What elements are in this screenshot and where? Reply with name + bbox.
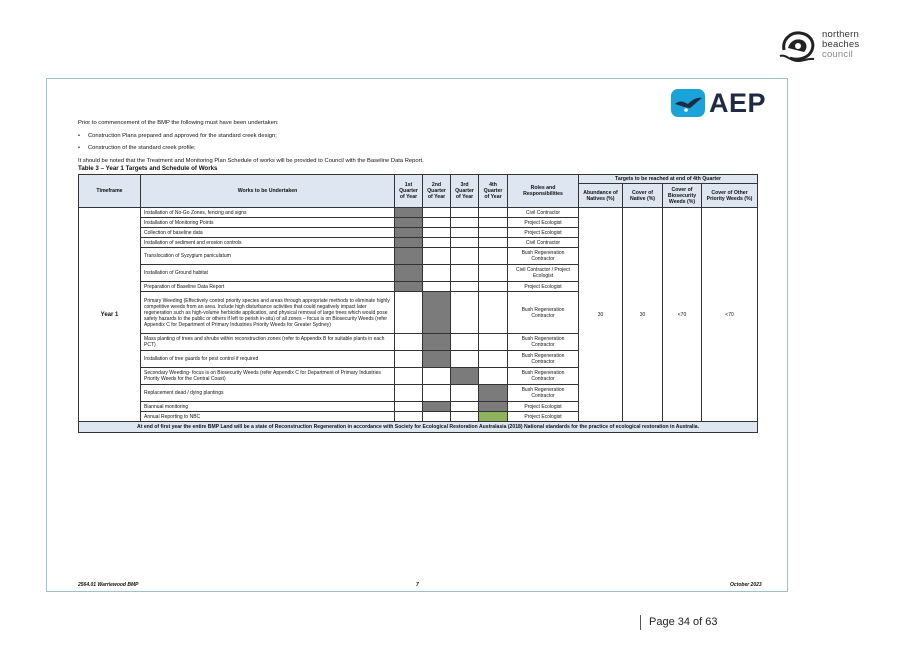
quarter-4-cell xyxy=(479,282,508,292)
quarter-4-cell xyxy=(479,238,508,248)
quarter-1-cell xyxy=(395,282,423,292)
quarter-1-cell xyxy=(395,208,423,218)
role-cell: Bush Regeneration Contractor xyxy=(508,368,579,385)
role-cell: Project Ecologist xyxy=(508,218,579,228)
header-targets: Targets to be reached at end of 4th Quarter xyxy=(579,175,758,184)
role-cell: Bush Regeneration Contractor xyxy=(508,351,579,368)
intro-note: It should be noted that the Treatment and Monitoring Plan Schedule of works will be provided to Council with the Baseline Data Report. xyxy=(78,157,424,164)
header-cover-other: Cover of Other Priority Weeds (%) xyxy=(702,184,758,208)
target-cover-other-cell: <70 xyxy=(702,208,758,422)
work-cell: Translocation of Syzygium paniculatum xyxy=(141,248,395,265)
council-name-line1: northern xyxy=(822,29,859,40)
quarter-4-cell xyxy=(479,228,508,238)
work-cell: Installation of Monitoring Points xyxy=(141,218,395,228)
quarter-2-cell xyxy=(423,351,451,368)
header-q3: 3rd Quarter of Year xyxy=(451,175,479,208)
quarter-2-cell xyxy=(423,412,451,422)
quarter-2-cell xyxy=(423,368,451,385)
quarter-4-cell xyxy=(479,351,508,368)
quarter-2-cell xyxy=(423,208,451,218)
embedded-document-page xyxy=(46,78,788,592)
quarter-1-cell xyxy=(395,238,423,248)
bird-icon xyxy=(671,89,705,117)
work-cell: Mass planting of trees and shrubs within reconstruction zones (refer to Appendix B for suitable plants in each PCT) xyxy=(141,334,395,351)
quarter-2-cell xyxy=(423,385,451,402)
quarter-1-cell xyxy=(395,218,423,228)
role-cell: Civil Contractor xyxy=(508,238,579,248)
role-cell: Bush Regeneration Contractor xyxy=(508,292,579,334)
quarter-2-cell xyxy=(423,218,451,228)
work-cell: Collection of baseline data xyxy=(141,228,395,238)
page-indicator: Page 34 of 63 xyxy=(640,615,718,630)
quarter-1-cell xyxy=(395,265,423,282)
target-cover-native-cell: 30 xyxy=(623,208,663,422)
council-emblem-icon xyxy=(778,28,818,64)
role-cell: Civil Contractor / Project Ecologist xyxy=(508,265,579,282)
schedule-body xyxy=(79,208,758,422)
header-cover-native: Cover of Native (%) xyxy=(623,184,663,208)
quarter-1-cell xyxy=(395,334,423,351)
role-cell: Civil Contractor xyxy=(508,208,579,218)
role-cell: Bush Regeneration Contractor xyxy=(508,248,579,265)
work-cell: Biannual monitoring xyxy=(141,402,395,412)
quarter-1-cell xyxy=(395,248,423,265)
quarter-1-cell xyxy=(395,228,423,238)
table-row xyxy=(79,208,758,218)
work-cell: Replacement dead / dying plantings xyxy=(141,385,395,402)
quarter-4-cell xyxy=(479,218,508,228)
quarter-4-cell xyxy=(479,402,508,412)
work-cell: Installation of tree guards for pest control if required xyxy=(141,351,395,368)
work-cell: Preparation of Baseline Data Report xyxy=(141,282,395,292)
work-cell: Primary Weeding (Effectively control priority species and areas through appropriate methods to eliminate highly competitive weeds from an area. Include high disturbance activities that could negatively impact later regeneration such as high-volume herbicide application, and physical removal of large trees which would pose safety hazards to the public or others if left to perish in-situ) of all zones – focus is on Biosecurity Weeds (refer Appendix C for Department of Primary Industries Priority Weeds for Greater Sydney) xyxy=(141,292,395,334)
table-caption: Table 3 – Year 1 Targets and Schedule of Works xyxy=(78,165,218,172)
header-q1: 1st Quarter of Year xyxy=(395,175,423,208)
aep-wordmark: AEP xyxy=(709,88,767,118)
header-abundance: Abundance of Natives (%) xyxy=(579,184,623,208)
intro-bullet: • Construction Plans prepared and approved for the standard creek design; xyxy=(78,130,768,143)
role-cell: Project Ecologist xyxy=(508,402,579,412)
header-works: Works to be Undertaken xyxy=(141,175,395,208)
footer-page-number: 7 xyxy=(416,582,419,588)
quarter-2-cell xyxy=(423,292,451,334)
quarter-1-cell xyxy=(395,368,423,385)
quarter-2-cell xyxy=(423,402,451,412)
intro-text xyxy=(78,117,768,167)
quarter-3-cell xyxy=(451,238,479,248)
role-cell: Bush Regeneration Contractor xyxy=(508,334,579,351)
work-cell: Installation of sediment and erosion controls xyxy=(141,238,395,248)
council-name-line2: beaches xyxy=(822,39,860,50)
quarter-3-cell xyxy=(451,351,479,368)
quarter-1-cell xyxy=(395,412,423,422)
quarter-2-cell xyxy=(423,282,451,292)
schedule-table xyxy=(78,174,758,433)
quarter-3-cell xyxy=(451,402,479,412)
intro-lead: Prior to commencement of the BMP the following must have been undertaken: xyxy=(78,120,279,126)
header-roles: Roles and Responsibilities xyxy=(508,175,579,208)
work-cell: Installation of Ground habitat xyxy=(141,265,395,282)
council-name xyxy=(822,30,859,60)
quarter-3-cell xyxy=(451,228,479,238)
quarter-1-cell xyxy=(395,385,423,402)
quarter-3-cell xyxy=(451,385,479,402)
quarter-4-cell xyxy=(479,368,508,385)
header-q2: 2nd Quarter of Year xyxy=(423,175,451,208)
quarter-2-cell xyxy=(423,238,451,248)
work-cell: Annual Reporting to NBC xyxy=(141,412,395,422)
quarter-3-cell xyxy=(451,218,479,228)
quarter-4-cell xyxy=(479,248,508,265)
quarter-2-cell xyxy=(423,248,451,265)
quarter-4-cell xyxy=(479,292,508,334)
quarter-4-cell xyxy=(479,385,508,402)
target-abundance-cell: 30 xyxy=(579,208,623,422)
quarter-3-cell xyxy=(451,265,479,282)
quarter-3-cell xyxy=(451,282,479,292)
role-cell: Bush Regeneration Contractor xyxy=(508,385,579,402)
quarter-2-cell xyxy=(423,334,451,351)
work-cell: Installation of No-Go Zones, fencing and signs xyxy=(141,208,395,218)
quarter-3-cell xyxy=(451,208,479,218)
northern-beaches-council-logo xyxy=(778,28,888,64)
quarter-1-cell xyxy=(395,351,423,368)
quarter-2-cell xyxy=(423,228,451,238)
quarter-3-cell xyxy=(451,292,479,334)
header-q4: 4th Quarter of Year xyxy=(479,175,508,208)
target-cover-bio-cell: <70 xyxy=(663,208,702,422)
footer-date: October 2023 xyxy=(730,582,762,588)
header-cover-bio: Cover of Biosecurity Weeds (%) xyxy=(663,184,702,208)
header-timeframe: Timeframe xyxy=(79,175,141,208)
role-cell: Project Ecologist xyxy=(508,412,579,422)
quarter-2-cell xyxy=(423,265,451,282)
quarter-4-cell xyxy=(479,265,508,282)
quarter-1-cell xyxy=(395,402,423,412)
footer-doc-ref: 2564.01 Warriewood BMP xyxy=(78,582,139,588)
role-cell: Project Ecologist xyxy=(508,228,579,238)
role-cell: Project Ecologist xyxy=(508,282,579,292)
quarter-4-cell xyxy=(479,412,508,422)
work-cell: Secondary Weeding- focus is on Biosecurity Weeds (refer Appendix C for Department of Primary Industries Priority Weeds for the Central Coast) xyxy=(141,368,395,385)
aep-logo xyxy=(671,88,767,118)
quarter-3-cell xyxy=(451,368,479,385)
timeframe-cell: Year 1 xyxy=(79,208,141,422)
quarter-4-cell xyxy=(479,334,508,351)
quarter-3-cell xyxy=(451,412,479,422)
quarter-1-cell xyxy=(395,292,423,334)
table-footer-statement: At end of first year the entire BMP Land will be a state of Reconstruction Regeneration in accordance with Society for Ecological Restoration Australasia (2018) National standards for the practice of ecological restoration in Australia. xyxy=(79,422,758,433)
quarter-3-cell xyxy=(451,334,479,351)
quarter-4-cell xyxy=(479,208,508,218)
intro-bullet: • Construction of the standard creek profile; xyxy=(78,142,768,155)
council-name-line3: council xyxy=(822,49,853,60)
quarter-3-cell xyxy=(451,248,479,265)
